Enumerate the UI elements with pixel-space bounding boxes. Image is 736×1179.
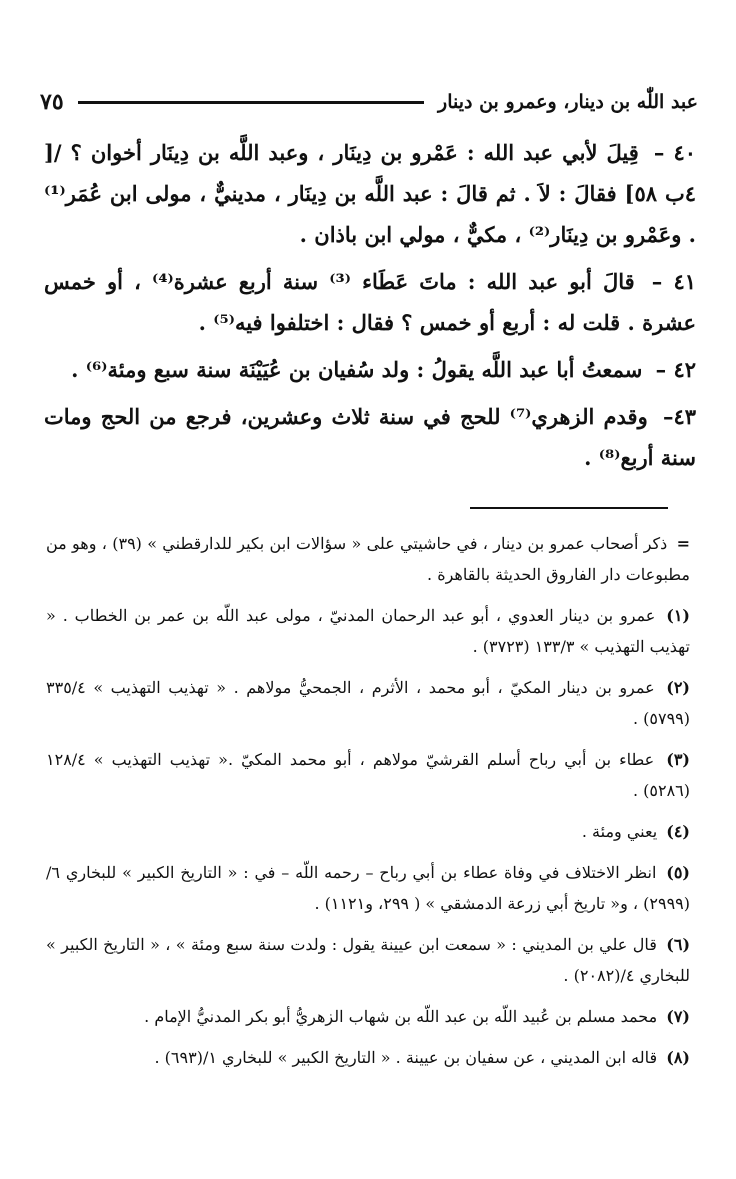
footnote-text: قاله ابن المديني ، عن سفيان بن عيينة . « التاريخ الكبير » للبخاري ١/(٦٩٣) . <box>154 1048 658 1067</box>
footnote-text: انظر الاختلاف في وفاة عطاء بن أبي رباح – رحمه اللّه – في : « التاريخ الكبير » للبخاري ٦/ (٢٩٩٩) ، و« تاريخ أبي زرعة الدمشقي » ( ٢٩٩، و١١٢١) . <box>46 863 690 913</box>
page-header <box>40 86 698 118</box>
footnote-label: (٦) <box>666 935 691 954</box>
paragraph-40 <box>44 132 696 255</box>
paragraph-text: سمعتُ أبا عبد اللَّه يقولُ : ولد سُفيان بن عُيَيْنَة سنة سبع ومئة⁽⁶⁾ . <box>71 357 643 382</box>
paragraph-41 <box>44 261 696 343</box>
footnote-label: (٥) <box>666 863 690 882</box>
paragraph-number: ٤٠ – <box>653 140 697 165</box>
footnote-label: (٧) <box>666 1007 690 1026</box>
footnote-6 <box>46 929 690 991</box>
paragraph-43 <box>44 396 696 478</box>
footnote-label: (٨) <box>666 1048 690 1067</box>
paragraph-42 <box>44 349 696 390</box>
page-number: ٧٥ <box>40 89 64 115</box>
footnote-text: ذكر أصحاب عمرو بن دينار ، في حاشيتي على « سؤالات ابن بكير للدارقطني » (٣٩) ، وهو من مطبوعات دار الفاروق الحديثة بالقاهرة . <box>46 534 690 584</box>
footnote-text: عمرو بن دينار المكيّ ، أبو محمد ، الأثرم ، الجمحيُّ مولاهم . « تهذيب التهذيب » ٣٣٥/٤ (٥٧٩٩) . <box>46 678 690 728</box>
header-rule <box>78 101 424 104</box>
footnote-label: (٣) <box>666 750 690 769</box>
paragraph-number: ٤٣– <box>662 404 696 429</box>
footnote-3 <box>46 744 690 806</box>
footnote-5 <box>46 857 690 919</box>
footnote-text: يعني ومئة . <box>581 822 658 841</box>
footnote-2 <box>46 672 690 734</box>
paragraph-number: ٤١ – <box>651 269 696 294</box>
footnote-label: (٤) <box>666 822 690 841</box>
footnote-label: (٢) <box>666 678 690 697</box>
footnote-text: محمد مسلم بن عُبيد اللّه بن عبد اللّه بن شهاب الزهريُّ أبو بكر المدنيُّ الإمام . <box>144 1007 658 1026</box>
footnotes <box>46 528 690 1083</box>
paragraph-number: ٤٢ – <box>655 357 696 382</box>
footnote-text: قال علي بن المديني : « سمعت ابن عيينة يقول : ولدت سنة سبع ومئة » ، « التاريخ الكبير » للبخاري ٤/(٢٠٨٢) . <box>46 935 690 985</box>
footnote-label: = <box>676 534 691 553</box>
footnote-separator <box>470 507 668 509</box>
footnote-1 <box>46 600 690 662</box>
paragraph-text: قالَ أبو عبد الله : ماتَ عَطَاء ⁽³⁾ سنة أربع عشرة⁽⁴⁾ ، أو خمس عشرة . قلت له : أربع أو خمس ؟ فقال : اختلفوا فيه⁽⁵⁾ . <box>44 269 696 335</box>
footnote-8 <box>46 1042 690 1073</box>
running-title: عبد اللّٰه بن دينار، وعمرو بن دينار <box>438 91 698 113</box>
footnote-label: (١) <box>666 606 690 625</box>
footnote-4 <box>46 816 690 847</box>
footnote-continued <box>46 528 690 590</box>
footnote-text: عطاء بن أبي رباح أسلم القرشيّ مولاهم ، أبو محمد المكيّ .« تهذيب التهذيب » ١٢٨/٤ (٥٢٨٦) . <box>46 750 690 800</box>
paragraph-text: قِيلَ لأبي عبد الله : عَمْرو بن دِينَار ، وعبد اللَّه بن دِينَار أخوان ؟ /[ ٤ب ٥٨] فقالَ : لاَ . ثم قالَ : عبد اللَّه بن دِينَار ، مدينيٌّ ، مولى ابن عُمَر⁽¹⁾ . وعَمْرو بن دِينَار⁽²⁾ ، مكيٌّ ، مولي ابن باذان . <box>44 140 696 247</box>
paragraph-text: وقدم الزهري⁽⁷⁾ للحج في سنة ثلاث وعشرين، فرجع من الحج ومات سنة أربع⁽⁸⁾ . <box>44 404 696 470</box>
main-text <box>44 132 696 484</box>
footnote-7 <box>46 1001 690 1032</box>
footnote-text: عمرو بن دينار العدوي ، أبو عبد الرحمان المدنيّ ، مولى عبد اللّه بن عمر بن الخطاب . « تهذيب التهذيب » ١٣٣/٣ (٣٧٢٣) . <box>46 606 690 656</box>
